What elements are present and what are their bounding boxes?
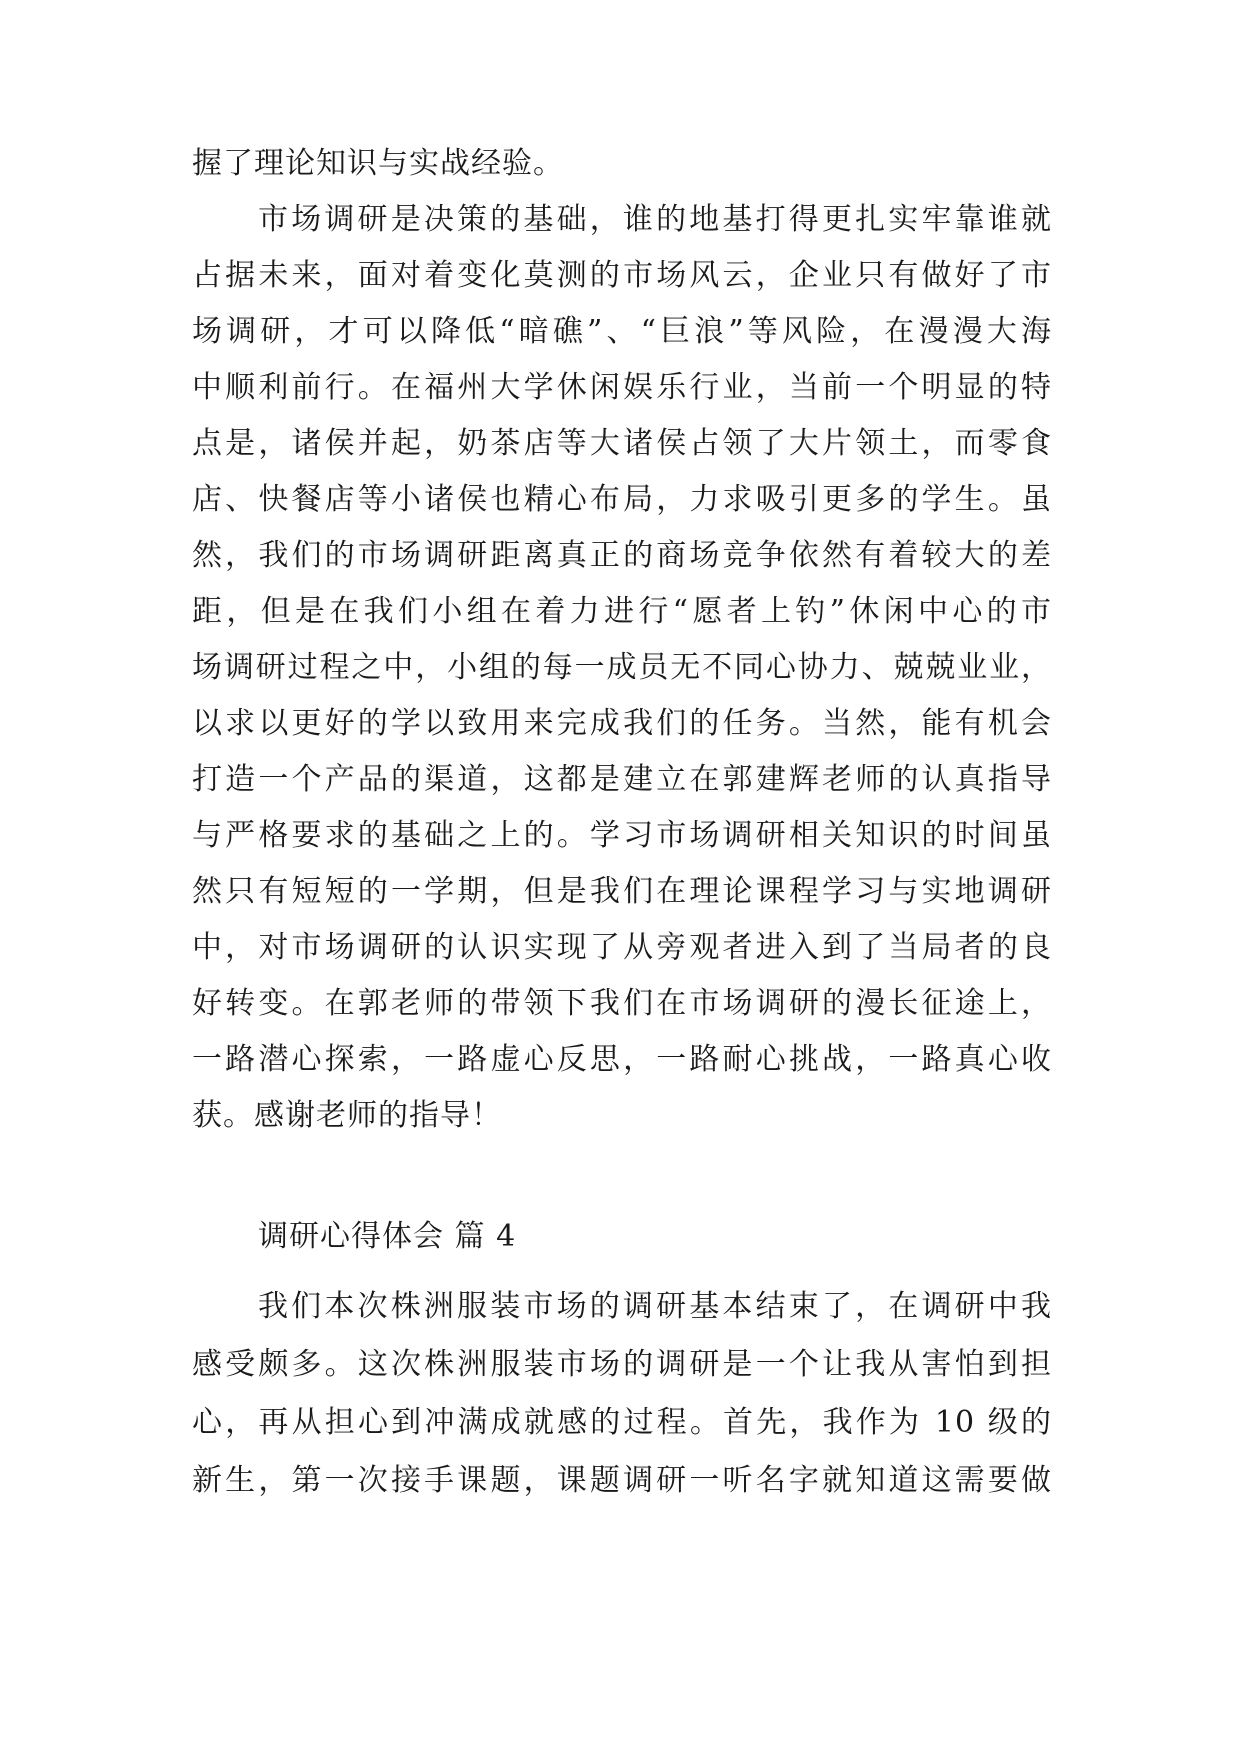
paragraph-line: 中顺利前行。在福州大学休闲娱乐行业，当前一个明显的特: [192, 370, 1052, 405]
paragraph-line: 市场调研是决策的基础，谁的地基打得更扎实牢靠谁就: [258, 202, 1052, 237]
paragraph-line: 获。感谢老师的指导！: [192, 1098, 502, 1133]
paragraph-line: 打造一个产品的渠道，这都是建立在郭建辉老师的认真指导: [192, 762, 1052, 797]
paragraph-line: 与严格要求的基础之上的。学习市场调研相关知识的时间虽: [192, 818, 1052, 853]
paragraph-line: 距，但是在我们小组在着力进行“愿者上钓”休闲中心的市: [192, 594, 1052, 629]
paragraph-line: 感受颇多。这次株洲服装市场的调研是一个让我从害怕到担: [192, 1347, 1052, 1382]
paragraph-line: 我们本次株洲服装市场的调研基本结束了，在调研中我: [258, 1289, 1052, 1324]
paragraph-line: 中，对市场调研的认识实现了从旁观者进入到了当局者的良: [192, 930, 1052, 965]
section-heading: 调研心得体会 篇 4: [258, 1219, 517, 1254]
paragraph-line: 然只有短短的一学期，但是我们在理论课程学习与实地调研: [192, 874, 1052, 909]
paragraph-line: 占据未来，面对着变化莫测的市场风云，企业只有做好了市: [192, 258, 1052, 293]
paragraph-line: 握了理论知识与实战经验。: [192, 146, 564, 181]
paragraph-line: 场调研过程之中，小组的每一成员无不同心协力、兢兢业业，: [192, 650, 1052, 685]
paragraph-line: 好转变。在郭老师的带领下我们在市场调研的漫长征途上，: [192, 986, 1052, 1021]
paragraph-line: 点是，诸侯并起，奶茶店等大诸侯占领了大片领土，而零食: [192, 426, 1052, 461]
paragraph-line: 以求以更好的学以致用来完成我们的任务。当然，能有机会: [192, 706, 1052, 741]
paragraph-line: 店、快餐店等小诸侯也精心布局，力求吸引更多的学生。虽: [192, 482, 1052, 517]
paragraph-line: 然，我们的市场调研距离真正的商场竞争依然有着较大的差: [192, 538, 1052, 573]
paragraph-line: 一路潜心探索，一路虚心反思，一路耐心挑战，一路真心收: [192, 1042, 1052, 1077]
paragraph-line: 新生，第一次接手课题，课题调研一听名字就知道这需要做: [192, 1463, 1052, 1498]
paragraph-line: 场调研，才可以降低“暗礁”、“巨浪”等风险，在漫漫大海: [192, 314, 1052, 349]
paragraph-line: 心，再从担心到冲满成就感的过程。首先，我作为 10 级的: [192, 1405, 1052, 1440]
